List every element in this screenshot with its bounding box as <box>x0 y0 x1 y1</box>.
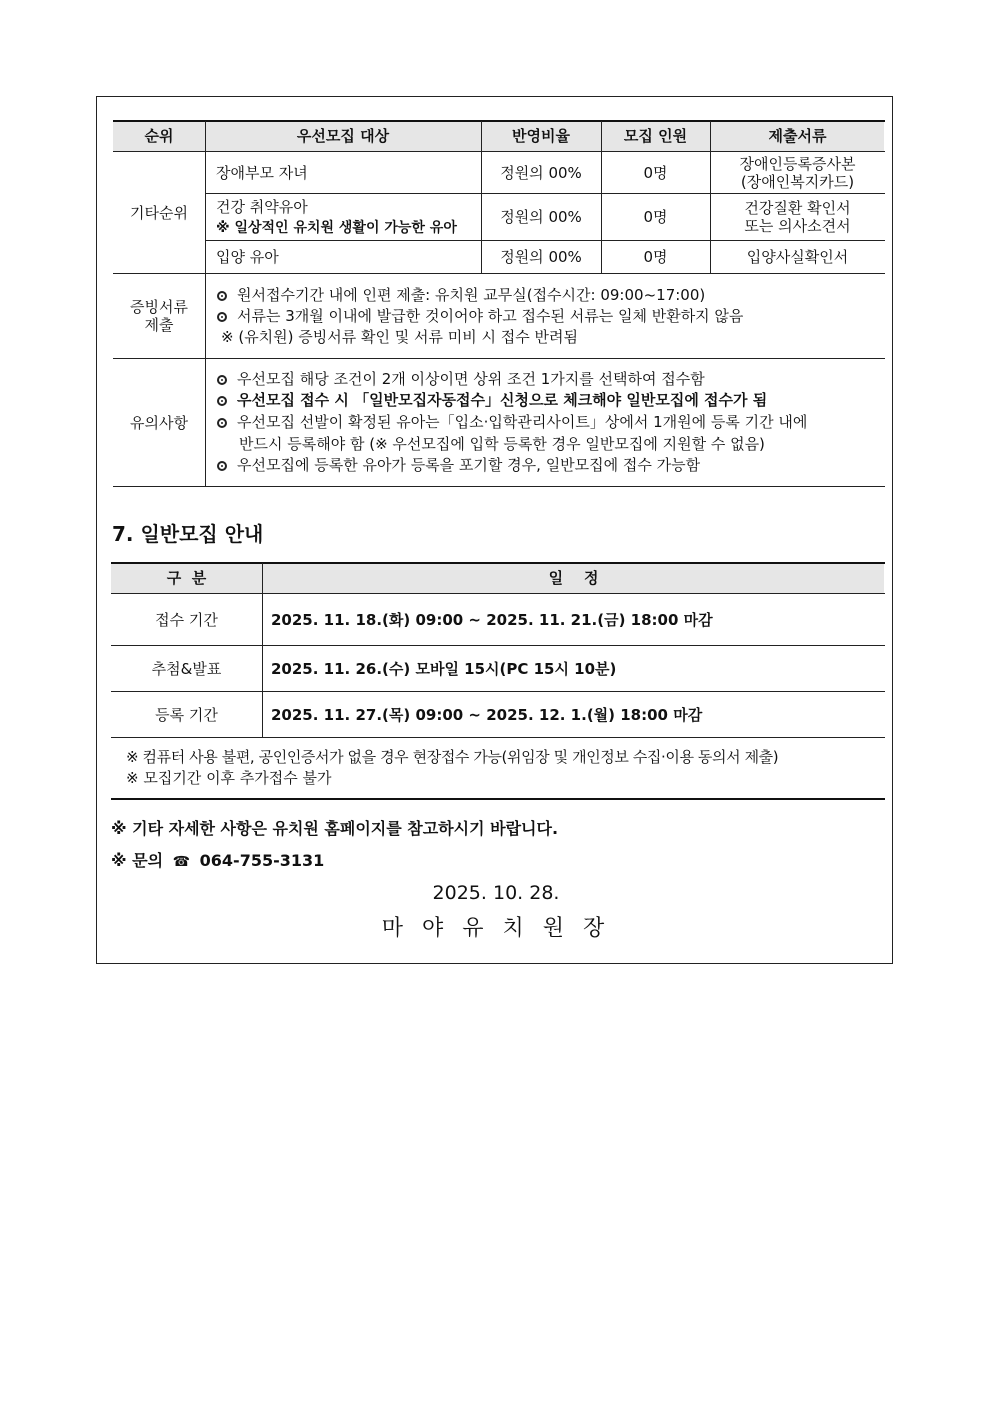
bullet-icon <box>217 291 227 301</box>
phone-icon: ☎ <box>172 854 191 870</box>
header-target: 우선모집 대상 <box>296 127 390 145</box>
row-apply-label: 접수 기간 <box>155 610 218 629</box>
row2-count: 0명 <box>643 208 668 226</box>
header-ratio: 반영비율 <box>512 127 570 145</box>
header-category: 구 분 <box>166 569 207 587</box>
notes-line2: 우선모집 접수 시 「일반모집자동접수」신청으로 체크해야 일반모집에 접수가 됨 <box>217 390 767 410</box>
issue-date: 2025. 10. 28. <box>432 882 560 904</box>
row-draw-label: 추첨&발표 <box>151 659 222 678</box>
row-apply-value: 2025. 11. 18.(화) 09:00 ~ 2025. 11. 21.(금) 18:00 마감 <box>271 610 713 629</box>
notes-line3: 우선모집 선발이 확정된 유아는「입소·입학관리사이트」상에서 1개원에 등록 기간 내에 <box>217 412 807 432</box>
notes-line3-cont: 반드시 등록해야 함 (※ 우선모집에 입학 등록한 경우 일반모집에 지원할 수 없음) <box>239 435 765 453</box>
row1-target: 장애부모 자녀 <box>216 163 308 182</box>
row-draw-value: 2025. 11. 26.(수) 모바일 15시(PC 15시 10분) <box>271 659 617 678</box>
group-label: 기타순위 <box>130 203 188 222</box>
evidence-line1: 원서접수기간 내에 인편 제출: 유치원 교무실(접수시간: 09:00~17:00) <box>217 285 705 305</box>
evidence-label-line1: 증빙서류 <box>130 298 188 316</box>
header-rank: 순위 <box>144 127 174 145</box>
notes-label: 유의사항 <box>130 413 188 432</box>
row1-count: 0명 <box>643 163 668 182</box>
row2-docs <box>710 194 885 240</box>
section7-title: 7. 일반모집 안내 <box>112 522 264 546</box>
contact-prefix: ※ 문의 <box>111 851 164 870</box>
evidence-label-line2: 제출 <box>144 316 174 334</box>
section7-note1: ※ 컴퓨터 사용 불편, 공인인증서가 없을 경우 현장접수 가능(위임장 및 개인정보 수집·이용 동의서 제출) <box>126 748 779 766</box>
signature: 마 야 유 치 원 장 <box>381 916 611 941</box>
row-register-label: 등록 기간 <box>155 705 218 724</box>
header-docs: 제출서류 <box>768 127 827 145</box>
row1-docs-line1: 장애인등록증사본 <box>739 154 856 173</box>
bullet-icon <box>217 375 227 385</box>
notes-line4: 우선모집에 등록한 유아가 등록을 포기할 경우, 일반모집에 접수 가능함 <box>217 455 700 475</box>
evidence-line3: ※ (유치원) 증빙서류 확인 및 서류 미비 시 접수 반려됨 <box>221 328 578 346</box>
row1-ratio: 정원의 00% <box>500 163 582 182</box>
row3-target: 입양 유아 <box>216 248 279 266</box>
header-schedule: 일 정 <box>548 569 599 587</box>
header-count: 모집 인원 <box>623 127 688 145</box>
row3-docs: 입양사실확인서 <box>746 248 849 266</box>
row3-ratio: 정원의 00% <box>500 248 582 266</box>
section7-note2: ※ 모집기간 이후 추가접수 불가 <box>126 769 332 787</box>
row2-docs-line2: 또는 의사소견서 <box>744 217 851 235</box>
evidence-line2: 서류는 3개월 이내에 발급한 것이어야 하고 접수된 서류는 일체 반환하지 않음 <box>217 306 743 326</box>
bullet-icon <box>217 418 227 428</box>
evidence-label <box>113 274 205 358</box>
row2-docs-line1: 건강질환 확인서 <box>744 199 851 217</box>
row1-docs-line2: (장애인복지카드) <box>740 172 855 191</box>
bullet-icon <box>217 312 227 322</box>
bullet-icon <box>217 396 227 406</box>
contact-line <box>111 850 324 873</box>
homepage-note: ※ 기타 자세한 사항은 유치원 홈페이지를 참고하시기 바랍니다. <box>111 819 559 838</box>
bullet-icon <box>217 461 227 471</box>
row2-target-note: ※ 일상적인 유치원 생활이 가능한 유아 <box>216 219 457 236</box>
row2-target-label: 건강 취약유아 <box>216 197 308 216</box>
phone-number[interactable]: 064-755-3131 <box>199 851 325 870</box>
row3-count: 0명 <box>643 248 668 266</box>
row-register-value: 2025. 11. 27.(목) 09:00 ~ 2025. 12. 1.(월) 18:00 마감 <box>271 705 703 724</box>
row2-ratio: 정원의 00% <box>500 208 582 226</box>
notes-line1: 우선모집 해당 조건이 2개 이상이면 상위 조건 1가지를 선택하여 접수함 <box>217 369 705 389</box>
row1-docs <box>710 152 885 193</box>
row2-target <box>206 194 481 240</box>
